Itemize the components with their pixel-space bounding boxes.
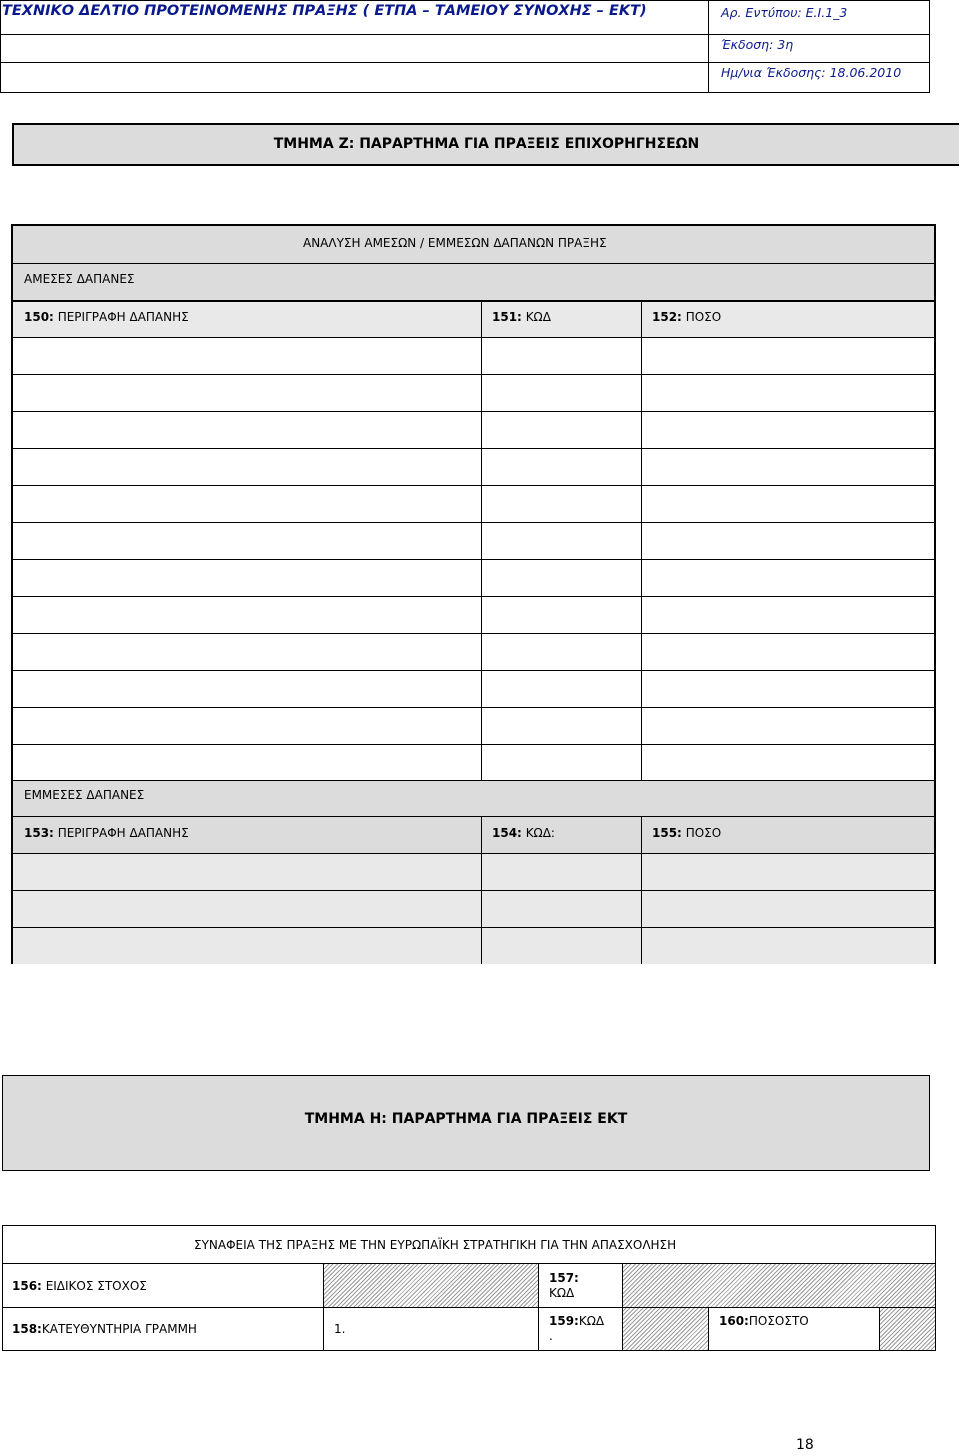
edition: Έκδοση: 3η bbox=[721, 37, 794, 52]
section-h-title: ΤΜΗΜΑ Η: ΠΑΡΑΡΤΗΜΑ ΓΙΑ ΠΡΑΞΕΙΣ ΕΚΤ bbox=[304, 1111, 628, 1127]
col-151-header: 151: ΚΩΔ bbox=[492, 310, 551, 324]
field-160-label: 160:ΠΟΣΟΣΤΟ bbox=[719, 1314, 809, 1328]
col-154-header: 154: ΚΩΔ: bbox=[492, 826, 555, 840]
field-158-label: 158:ΚΑΤΕΥΘΥΝΤΗΡΙΑ ΓΡΑΜΜΗ bbox=[12, 1322, 197, 1336]
direct-expenses-label: ΑΜΕΣΕΣ ΔΑΠΑΝΕΣ bbox=[24, 272, 135, 286]
col-152-header: 152: ΠΟΣΟ bbox=[652, 310, 722, 324]
indirect-expenses-label: ΕΜΜΕΣΕΣ ΔΑΠΑΝΕΣ bbox=[24, 788, 145, 802]
col-150-header: 150: ΠΕΡΙΓΡΑΦΗ ΔΑΠΑΝΗΣ bbox=[24, 310, 189, 324]
document-title: ΤΕΧΝΙΚΟ ΔΕΛΤΙΟ ΠΡΟΤΕΙΝΟΜΕΝΗΣ ΠΡΑΞΗΣ ( ΕΤΠΑ – ΤΑΜΕΙΟΥ ΣΥΝΟΧΗΣ – ΕΚΤ) bbox=[2, 3, 647, 19]
page-number: 18 bbox=[796, 1437, 814, 1453]
header-divider-left bbox=[0, 0, 708, 1]
section-z-title: ΤΜΗΜΑ Ζ: ΠΑΡΑΡΤΗΜΑ ΓΙΑ ΠΡΑΞΕΙΣ ΕΠΙΧΟΡΗΓΗΣΕΩΝ bbox=[273, 136, 700, 152]
analysis-title: ΑΝΑΛΥΣΗ ΑΜΕΣΩΝ / ΕΜΜΕΣΩΝ ΔΑΠΑΝΩΝ ΠΡΑΞΗΣ bbox=[303, 236, 607, 250]
strategy-table bbox=[2, 1225, 936, 1351]
form-number: Αρ. Εντύπου: Ε.Ι.1_3 bbox=[721, 5, 848, 20]
edition-date: Ημ/νια Έκδοσης: 18.06.2010 bbox=[721, 65, 902, 80]
col-155-header: 155: ΠΟΣΟ bbox=[652, 826, 722, 840]
col-153-header: 153: ΠΕΡΙΓΡΑΦΗ ΔΑΠΑΝΗΣ bbox=[24, 826, 189, 840]
section-z-banner bbox=[12, 123, 959, 166]
section-h-banner bbox=[2, 1075, 930, 1171]
field-158-value: 1. bbox=[334, 1322, 346, 1336]
field-157-label: 157: ΚΩΔ bbox=[549, 1271, 579, 1300]
strategy-title: ΣΥΝΑΦΕΙΑ ΤΗΣ ΠΡΑΞΗΣ ΜΕ ΤΗΝ ΕΥΡΩΠΑΪΚΗ ΣΤΡΑΤΗΓΙΚΗ ΓΙΑ ΤΗΝ ΑΠΑΣΧΟΛΗΣΗ bbox=[194, 1238, 677, 1252]
field-156-label: 156: ΕΙΔΙΚΟΣ ΣΤΟΧΟΣ bbox=[12, 1279, 147, 1293]
field-159-label: 159:ΚΩΔ . bbox=[549, 1314, 605, 1343]
expenses-table bbox=[11, 224, 936, 964]
